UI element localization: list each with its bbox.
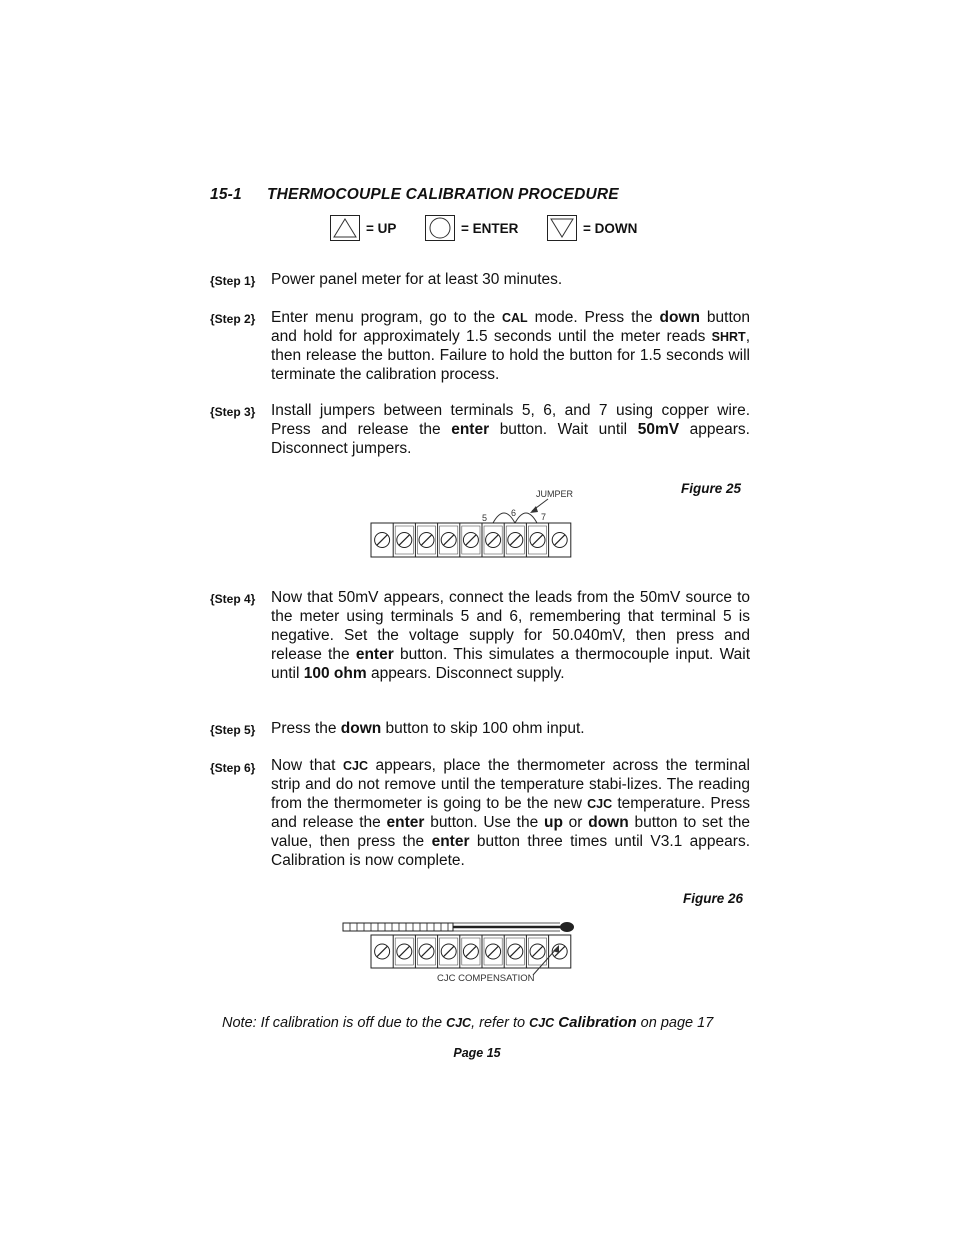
terminal-screw-5 xyxy=(462,938,480,965)
terminal-strip xyxy=(371,935,571,968)
step-4-tag: {Step 4} xyxy=(210,592,256,606)
legend-enter-label: = ENTER xyxy=(461,220,519,236)
terminal-screw-5 xyxy=(462,526,480,554)
figure-25-terminal-diagram xyxy=(360,485,590,565)
terminal-screw-7 xyxy=(506,938,524,965)
thermometer-bulb xyxy=(560,922,574,932)
down-triangle-icon xyxy=(547,215,577,241)
legend-enter xyxy=(425,214,518,242)
cjc-compensation-label: CJC COMPENSATION xyxy=(437,973,535,984)
circle-icon xyxy=(425,215,455,241)
figure-26-thermometer-diagram xyxy=(335,915,585,990)
legend-up xyxy=(330,214,396,242)
section-title: THERMOCOUPLE CALIBRATION PROCEDURE xyxy=(267,186,619,203)
terminal-screw-6 xyxy=(484,938,502,965)
step-4-text: Now that 50mV appears, connect the leads from the 50mV source to the meter using terminals 5 and 6, remembering that terminal 5 is negative. Set the voltage supply for 50.040mV, then press and release the enter button. This simulates a thermocouple input. Wait until 100 ohm appears. Disconnect supply. xyxy=(271,589,750,682)
terminal-6-label: 6 xyxy=(511,508,517,518)
step-6-tag: {Step 6} xyxy=(210,761,256,775)
terminal-7-label: 7 xyxy=(541,512,547,522)
figure-25-caption: Figure 25 xyxy=(681,481,742,496)
legend-up-label: = UP xyxy=(366,220,397,236)
step-5-text: Press the down button to skip 100 ohm input. xyxy=(271,720,585,737)
step-6-text: Now that CJC appears, place the thermometer across the terminal strip and do not remove until the temperature stabi-lizes. The reading from the thermometer is going to be the new CJC temperature. Press and release the enter button. Use the up or down button to set the value, then press the enter button three times until V3.1 appears. Calibration is now complete. xyxy=(271,757,750,869)
terminal-5-label: 5 xyxy=(482,513,488,523)
terminal-screw-6 xyxy=(484,526,502,554)
step-3-tag: {Step 3} xyxy=(210,405,256,419)
legend-down-label: = DOWN xyxy=(583,220,638,236)
terminal-strip xyxy=(371,523,571,557)
jumper-label: JUMPER xyxy=(536,489,574,499)
terminal-screw-8 xyxy=(528,938,546,965)
section-number: 15-1 xyxy=(210,186,242,203)
thermometer-scale-frame xyxy=(343,923,453,931)
terminal-screw-3 xyxy=(417,526,435,554)
step-2-tag: {Step 2} xyxy=(210,312,256,326)
terminal-screw-1 xyxy=(375,533,390,548)
terminal-screw-4 xyxy=(440,938,458,965)
note: Note: If calibration is off due to the CJC, refer to CJC Calibration on page 17 xyxy=(222,1014,714,1031)
step-2-text: Enter menu program, go to the CAL mode. Press the down button and hold for approximately 1.5 seconds until the meter reads SHRT, then release the button. Failure to hold the button for 1.5 seconds will terminate the calibration process. xyxy=(271,309,750,383)
step-5-tag: {Step 5} xyxy=(210,723,256,737)
terminal-screw-2 xyxy=(395,526,413,554)
terminal-screw-8 xyxy=(528,526,546,554)
terminal-screw-4 xyxy=(440,526,458,554)
step-3-text: Install jumpers between terminals 5, 6, and 7 using copper wire. Press and release the enter button. Wait until 50mV appears. Disconnect jumpers. xyxy=(271,402,750,457)
jumper-arc-2 xyxy=(515,513,537,523)
figure-26-caption: Figure 26 xyxy=(683,891,744,906)
terminal-screw-9 xyxy=(552,533,567,548)
section-heading xyxy=(210,186,619,204)
terminal-screw-3 xyxy=(417,938,435,965)
page-number: Page 15 xyxy=(453,1046,501,1060)
step-1-tag: {Step 1} xyxy=(210,274,256,288)
step-1-text: Power panel meter for at least 30 minutes. xyxy=(271,271,563,288)
up-triangle-icon xyxy=(330,215,360,241)
legend-down xyxy=(547,214,637,242)
terminal-screw-2 xyxy=(395,938,413,965)
terminal-screw-1 xyxy=(375,944,390,959)
terminal-screw-7 xyxy=(506,526,524,554)
